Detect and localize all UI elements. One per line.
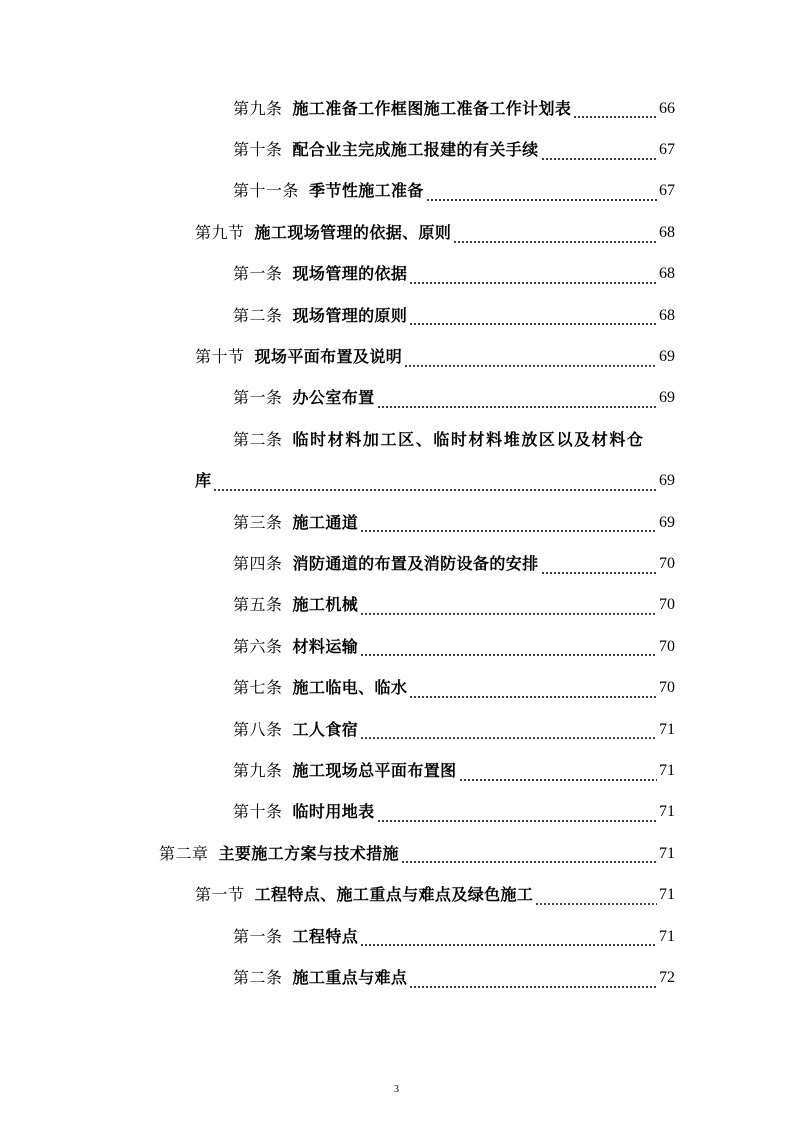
- toc-entry-number: 第一条: [233, 388, 283, 408]
- dot-leader: [360, 944, 657, 946]
- toc-entry[interactable]: [0, 709, 793, 750]
- toc-entry-page: 69: [659, 348, 675, 366]
- toc-entry-page: 71: [659, 720, 675, 738]
- toc-entry-number: 第五条: [233, 595, 283, 615]
- toc-entry-page: 67: [659, 141, 675, 159]
- dot-leader: [541, 158, 657, 160]
- toc-entry-title: 材料运输: [292, 636, 359, 656]
- dot-leader: [360, 654, 657, 656]
- page-number: 3: [394, 1084, 399, 1095]
- dot-leader: [360, 530, 657, 532]
- toc-entry[interactable]: [0, 833, 793, 874]
- toc-entry-number: 第二条: [233, 967, 283, 987]
- toc-entry[interactable]: [0, 916, 793, 957]
- toc-entry-title: 办公室布置: [292, 388, 375, 408]
- toc-entry-number: 第二条: [233, 305, 283, 325]
- toc-entry-title: 主要施工方案与技术措施: [218, 843, 399, 863]
- toc-entry-title-continuation: 库: [195, 471, 212, 491]
- dot-leader: [426, 199, 657, 201]
- table-of-contents: [0, 88, 793, 999]
- toc-entry[interactable]: [0, 295, 793, 336]
- toc-entry-number: 第一条: [233, 264, 283, 284]
- toc-entry[interactable]: [0, 626, 793, 667]
- toc-entry-page: 68: [659, 265, 675, 283]
- toc-entry-number: 第一节: [195, 885, 245, 905]
- toc-entry-title: 施工重点与难点: [292, 967, 408, 987]
- dot-leader: [404, 365, 657, 367]
- dot-leader: [360, 737, 657, 739]
- toc-entry[interactable]: [0, 212, 793, 253]
- toc-entry[interactable]: [0, 667, 793, 708]
- toc-entry[interactable]: [0, 171, 793, 212]
- toc-entry-number: 第十节: [195, 347, 245, 367]
- dot-leader: [409, 696, 657, 698]
- dot-leader: [541, 572, 657, 574]
- toc-entry-page: 71: [659, 844, 675, 862]
- toc-entry[interactable]: [0, 336, 793, 377]
- toc-entry-title: 现场管理的原则: [292, 305, 408, 325]
- toc-entry-title: 季节性施工准备: [309, 181, 424, 201]
- toc-entry[interactable]: [0, 129, 793, 170]
- toc-entry-page: 69: [659, 513, 675, 531]
- toc-entry[interactable]: [0, 543, 793, 584]
- toc-entry[interactable]: [0, 957, 793, 998]
- toc-entry[interactable]: [0, 419, 793, 460]
- toc-entry-number: 第十条: [233, 802, 283, 822]
- toc-entry-title: 消防通道的布置及消防设备的安排: [292, 553, 539, 573]
- dot-leader: [453, 241, 657, 243]
- toc-entry-number: 第二章: [159, 843, 209, 863]
- toc-entry[interactable]: [0, 254, 793, 295]
- dot-leader: [401, 861, 657, 863]
- toc-entry[interactable]: [0, 378, 793, 419]
- toc-entry-continuation[interactable]: [0, 461, 793, 502]
- toc-entry-number: 第十条: [233, 140, 283, 160]
- toc-entry-page: 68: [659, 223, 675, 241]
- toc-entry[interactable]: [0, 585, 793, 626]
- toc-entry-page: 71: [659, 803, 675, 821]
- toc-entry[interactable]: [0, 88, 793, 129]
- toc-entry-title: 施工临电、临水: [292, 678, 408, 698]
- toc-entry-page: 69: [659, 472, 675, 490]
- toc-entry[interactable]: [0, 750, 793, 791]
- toc-entry-page: 70: [659, 637, 675, 655]
- toc-entry-number: 第八条: [233, 719, 283, 739]
- dot-leader: [377, 820, 657, 822]
- toc-entry-title: 施工机械: [292, 595, 359, 615]
- toc-entry-title: 现场管理的依据: [292, 264, 408, 284]
- dot-leader: [535, 903, 657, 905]
- dot-leader: [459, 779, 657, 781]
- toc-entry-title: 工人食宿: [292, 719, 359, 739]
- toc-entry[interactable]: [0, 792, 793, 833]
- toc-entry-number: 第一条: [233, 926, 283, 946]
- dot-leader: [360, 613, 657, 615]
- toc-entry-title: 工程特点: [292, 926, 359, 946]
- toc-entry-title: 临时用地表: [292, 802, 375, 822]
- toc-entry-number: 第四条: [233, 553, 283, 573]
- toc-entry-title: 现场平面布置及说明: [254, 347, 403, 367]
- dot-leader: [409, 282, 657, 284]
- toc-entry-title: 施工现场总平面布置图: [292, 760, 457, 780]
- toc-entry-number: 第六条: [233, 636, 283, 656]
- toc-entry-page: 67: [659, 182, 675, 200]
- toc-entry-page: 70: [659, 596, 675, 614]
- toc-entry-title: 配合业主完成施工报建的有关手续: [292, 140, 539, 160]
- dot-leader: [573, 116, 657, 118]
- toc-entry-page: 70: [659, 679, 675, 697]
- dot-leader: [213, 489, 657, 491]
- toc-entry-page: 71: [659, 761, 675, 779]
- toc-entry-title: 施工现场管理的依据、原则: [254, 222, 452, 242]
- toc-entry-page: 72: [659, 968, 675, 986]
- toc-entry-number: 第九条: [233, 760, 283, 780]
- toc-entry-title: 临时材料加工区、临时材料堆放区以及材料仓: [292, 429, 645, 449]
- toc-entry-number: 第二条: [233, 429, 283, 449]
- dot-leader: [409, 986, 657, 988]
- toc-entry-number: 第七条: [233, 678, 283, 698]
- toc-entry-number: 第三条: [233, 512, 283, 532]
- toc-entry-page: 70: [659, 554, 675, 572]
- toc-entry-number: 第十一条: [233, 181, 300, 201]
- toc-entry-number: 第九条: [233, 98, 283, 118]
- dot-leader: [409, 323, 657, 325]
- toc-entry-title: 施工准备工作框图施工准备工作计划表: [292, 98, 572, 118]
- toc-entry-page: 68: [659, 306, 675, 324]
- toc-entry-page: 71: [659, 927, 675, 945]
- toc-entry-title: 施工通道: [292, 512, 359, 532]
- toc-entry[interactable]: [0, 502, 793, 543]
- toc-entry-page: 69: [659, 389, 675, 407]
- toc-entry-page: 66: [659, 99, 675, 117]
- toc-entry-page: 71: [659, 886, 675, 904]
- dot-leader: [377, 406, 657, 408]
- toc-entry[interactable]: [0, 874, 793, 915]
- toc-entry-number: 第九节: [195, 222, 245, 242]
- toc-entry-title: 工程特点、施工重点与难点及绿色施工: [254, 885, 534, 905]
